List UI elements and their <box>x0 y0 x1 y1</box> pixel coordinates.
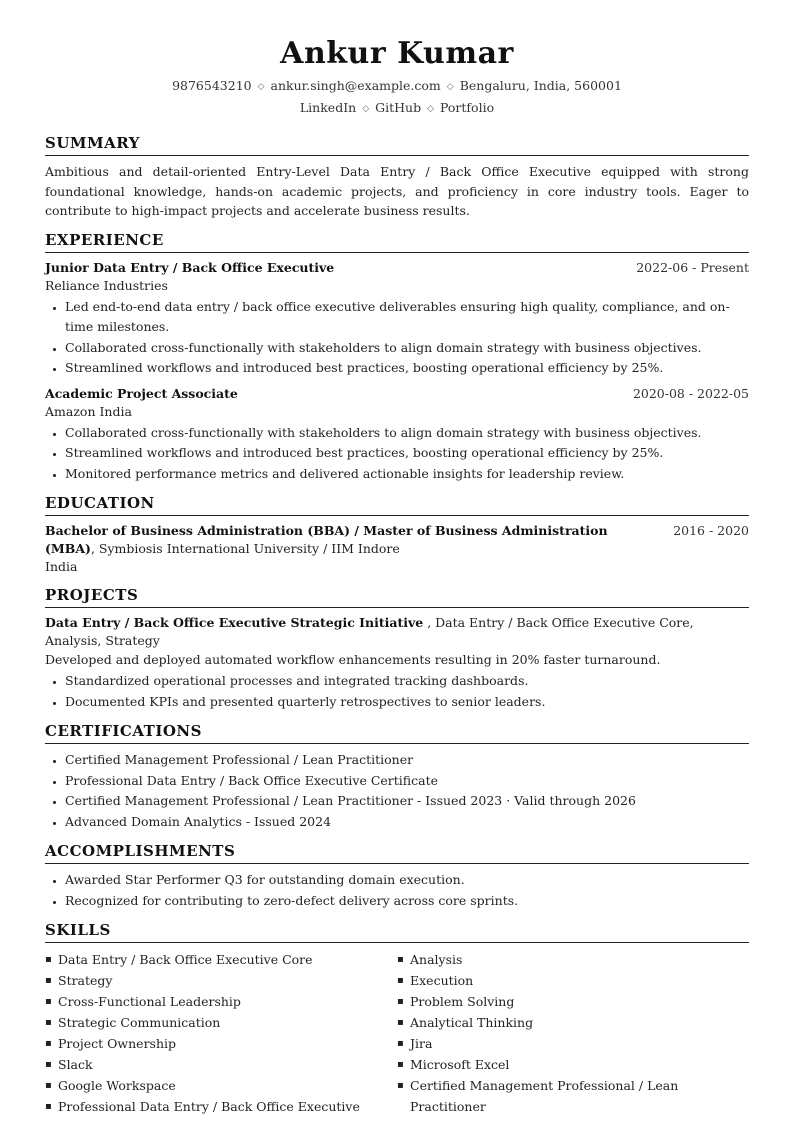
list-item: • Collaborated cross-functionally with stakeholders to align domain strategy with business objectives. <box>65 338 749 359</box>
resume-header <box>45 36 749 120</box>
portfolio-link[interactable]: Portfolio <box>440 100 495 115</box>
list-item: • Streamlined workflows and introduced best practices, boosting operational efficiency by 25%. <box>65 443 749 464</box>
list-item: • Advanced Domain Analytics - Issued 2024 <box>65 812 749 833</box>
skills-column-left <box>45 949 397 1117</box>
phone: 9876543210 <box>172 78 252 93</box>
education-country: India <box>45 559 78 574</box>
job-date: 2020-08 - 2022-05 <box>632 385 749 401</box>
skill-item: ▪ Problem Solving <box>410 991 749 1012</box>
job-bullets <box>45 297 749 379</box>
education-section <box>45 494 749 576</box>
certifications-section <box>45 722 749 832</box>
skill-item: ▪ Professional Data Entry / Back Office Executive <box>58 1096 397 1117</box>
list-item: • Documented KPIs and presented quarterly retrospectives to senior leaders. <box>65 692 749 713</box>
separator-diamond-icon: ◇ <box>446 82 454 92</box>
job-entry <box>45 385 749 485</box>
job-role: Junior Data Entry / Back Office Executive <box>45 259 335 275</box>
job-bullets <box>45 423 749 485</box>
project-name: Data Entry / Back Office Executive Strategic Initiative <box>45 615 424 630</box>
candidate-name: Ankur Kumar <box>280 36 514 71</box>
skill-item: ▪ Strategic Communication <box>58 1012 397 1033</box>
education-date: 2016 - 2020 <box>673 523 749 538</box>
list-item: • Standardized operational processes and integrated tracking dashboards. <box>65 671 749 692</box>
section-title: SKILLS <box>45 921 749 943</box>
skill-item: ▪ Slack <box>58 1054 397 1075</box>
links-line <box>45 98 749 120</box>
skill-item: ▪ Certified Management Professional / Lean Practitioner <box>410 1075 749 1117</box>
separator-diamond-icon: ◇ <box>257 82 265 92</box>
location: Bengaluru, India, 560001 <box>459 78 622 93</box>
separator-diamond-icon: ◇ <box>427 104 434 114</box>
skill-item: ▪ Google Workspace <box>58 1075 397 1096</box>
accomplishments-list <box>45 870 749 911</box>
skill-item: ▪ Project Ownership <box>58 1033 397 1054</box>
skill-item: ▪ Microsoft Excel <box>410 1054 749 1075</box>
project-description: Developed and deployed automated workflow enhancements resulting in 20% faster turnaround. <box>45 652 661 667</box>
section-title: EXPERIENCE <box>45 231 749 253</box>
separator-diamond-icon: ◇ <box>362 104 370 114</box>
project-bullets <box>45 671 749 712</box>
degree: Bachelor of Business Administration (BBA) / Master of Business Administration (MBA) <box>45 523 608 556</box>
github-link[interactable]: GitHub <box>375 100 422 115</box>
list-item: • Professional Data Entry / Back Office Executive Certificate <box>65 771 749 792</box>
job-role: Academic Project Associate <box>45 385 238 401</box>
list-item: • Monitored performance metrics and delivered actionable insights for leadership review. <box>65 464 749 485</box>
email: ankur.singh@example.com <box>270 78 441 93</box>
section-title: SUMMARY <box>45 134 749 156</box>
list-item: • Streamlined workflows and introduced best practices, boosting operational efficiency by 25%. <box>65 358 749 379</box>
experience-section <box>45 231 749 485</box>
skills-grid <box>45 949 749 1117</box>
job-entry <box>45 259 749 379</box>
project-tags: , Data Entry / Back Office Executive Core, Analysis, Strategy <box>45 615 694 648</box>
skill-item: ▪ Data Entry / Back Office Executive Core <box>58 949 397 970</box>
list-item: • Led end-to-end data entry / back office executive deliverables ensuring high quality, compliance, and on-time milestones. <box>65 297 749 338</box>
summary-text: Ambitious and detail-oriented Entry-Level Data Entry / Back Office Executive equipped with strong foundational knowledge, hands-on academic projects, and proficiency in core industry tools. Eager to contribute to high-impact projects and accelerate business results. <box>45 164 749 218</box>
list-item: • Certified Management Professional / Lean Practitioner <box>65 750 749 771</box>
education-entry <box>45 522 635 558</box>
skill-item: ▪ Strategy <box>58 970 397 991</box>
section-title: PROJECTS <box>45 586 749 608</box>
list-item: • Awarded Star Performer Q3 for outstanding domain execution. <box>65 870 749 891</box>
linkedin-link[interactable]: LinkedIn <box>299 100 357 115</box>
project-heading <box>45 614 749 650</box>
section-title: ACCOMPLISHMENTS <box>45 842 749 864</box>
job-company: Reliance Industries <box>45 277 168 293</box>
skills-section <box>45 921 749 1117</box>
skill-item: ▪ Analytical Thinking <box>410 1012 749 1033</box>
list-item: • Recognized for contributing to zero-defect delivery across core sprints. <box>65 891 749 912</box>
job-date: 2022-06 - Present <box>636 259 749 275</box>
section-title: EDUCATION <box>45 494 749 516</box>
skill-item: ▪ Jira <box>410 1033 749 1054</box>
skill-item: ▪ Cross-Functional Leadership <box>58 991 397 1012</box>
projects-section <box>45 586 749 712</box>
skills-column-right <box>397 949 749 1117</box>
accomplishments-section <box>45 842 749 911</box>
summary-section <box>45 134 749 221</box>
certifications-list <box>45 750 749 832</box>
skill-item: ▪ Analysis <box>410 949 749 970</box>
list-item: • Certified Management Professional / Lean Practitioner - Issued 2023 · Valid through 2026 <box>65 791 749 812</box>
section-title: CERTIFICATIONS <box>45 722 749 744</box>
school: , Symbiosis International University / IIM Indore <box>90 541 400 556</box>
job-company: Amazon India <box>45 403 132 419</box>
list-item: • Collaborated cross-functionally with stakeholders to align domain strategy with business objectives. <box>65 423 749 444</box>
contact-line <box>45 76 749 98</box>
skill-item: ▪ Execution <box>410 970 749 991</box>
